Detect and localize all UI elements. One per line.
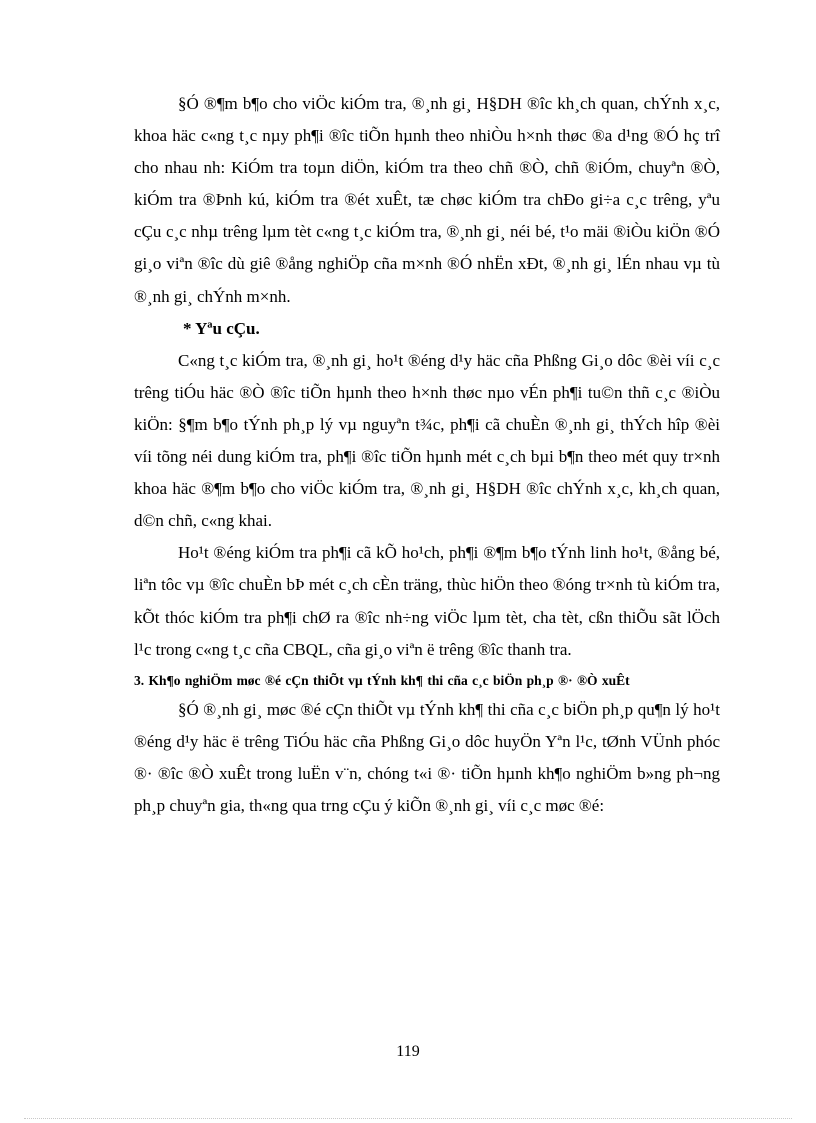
requirements-heading: * Yªu cÇu. — [183, 318, 260, 338]
paragraph-inspection-activity: Ho¹t ®éng kiÓm tra ph¶i cã kÕ ho¹ch, ph¶i ®¶m b¶o tÝnh linh ho¹t, ®ång bé, liªn tôc vµ ®îc chuÈn bÞ mét c¸ch cÈn träng, thùc hiÖn theo ®óng tr×nh tù kiÓm tra, kÕt thóc kiÓm tra ph¶i chØ ra ®îc nh÷ng viÖc lµm tèt, cha tèt, cßn thiÕu sãt lÖch l¹c trong c«ng t¸c cña CBQL, cña gi¸o viªn ë trêng ®îc thanh tra. — [134, 543, 720, 659]
paragraph-survey-method: §Ó ®¸nh gi¸ møc ®é cÇn thiÕt vµ tÝnh kh¶ thi cña c¸c biÖn ph¸p qu¶n lý ho¹t ®éng d¹y häc ë trêng TiÓu häc cña Phßng Gi¸o dôc huyÖn Yªn l¹c, tØnh VÜnh phóc ®· ®îc ®Ò xuÊt trong luËn v¨n, chóng t«i ®· tiÕn hµnh kh¶o nghiÖm b»ng ph¬ng ph¸p chuyªn gia, th«ng qua trng cÇu ý kiÕn ®¸nh gi¸ víi c¸c møc ®é: — [134, 699, 720, 815]
section-3-heading: 3. Kh¶o nghiÖm møc ®é cÇn thiÕt vµ tÝnh kh¶ thi cña c¸c biÖn ph¸p ®· ®Ò xuÊt — [134, 672, 630, 688]
paragraph-requirements: C«ng t¸c kiÓm tra, ®¸nh gi¸ ho¹t ®éng d¹y häc cña Phßng Gi¸o dôc ®èi víi c¸c trêng tiÓu häc ®Ò ®îc tiÕn hµnh theo h×nh thøc nµo vÉn ph¶i tu©n thñ c¸c ®iÒu kiÖn: §¶m b¶o tÝnh ph¸p lý vµ nguyªn t¾c, ph¶i cã chuÈn ®¸nh gi¸ thÝch hîp ®èi víi tõng néi dung kiÓm tra, ph¶i ®îc tiÕn hµnh mét c¸ch bµi b¶n theo mét quy tr×nh khoa häc ®¶m b¶o cho viÖc kiÓm tra, ®¸nh gi¸ H§DH ®îc chÝnh x¸c, kh¸ch quan, d©n chñ, c«ng khai. — [134, 350, 720, 531]
body-text — [134, 88, 720, 822]
page-number: 119 — [396, 1043, 420, 1060]
bottom-divider — [24, 1118, 792, 1119]
paragraph-assessment-forms: §Ó ®¶m b¶o cho viÖc kiÓm tra, ®¸nh gi¸ H§DH ®îc kh¸ch quan, chÝnh x¸c, khoa häc c«ng t¸c nµy ph¶i ®îc tiÕn hµnh theo nhiÒu h×nh thøc ®a d¹ng ®Ó hç trî cho nhau nh: KiÓm tra toµn diÖn, kiÓm tra theo chñ ®Ò, chñ ®iÓm, chuyªn ®Ò, kiÓm tra ®Þnh kú, kiÓm tra ®ét xuÊt, tæ chøc kiÓm tra chÐo gi÷a c¸c trêng, yªu cÇu c¸c nhµ trêng lµm tèt c«ng t¸c kiÓm tra, ®¸nh gi¸ néi bé, t¹o mäi ®iÒu kiÖn ®Ó gi¸o viªn ®îc dù giê ®ång nghiÖp cña m×nh ®Ó nhËn xÐt, ®¸nh gi¸ lÉn nhau vµ tù ®¸nh gi¸ chÝnh m×nh. — [134, 94, 720, 306]
